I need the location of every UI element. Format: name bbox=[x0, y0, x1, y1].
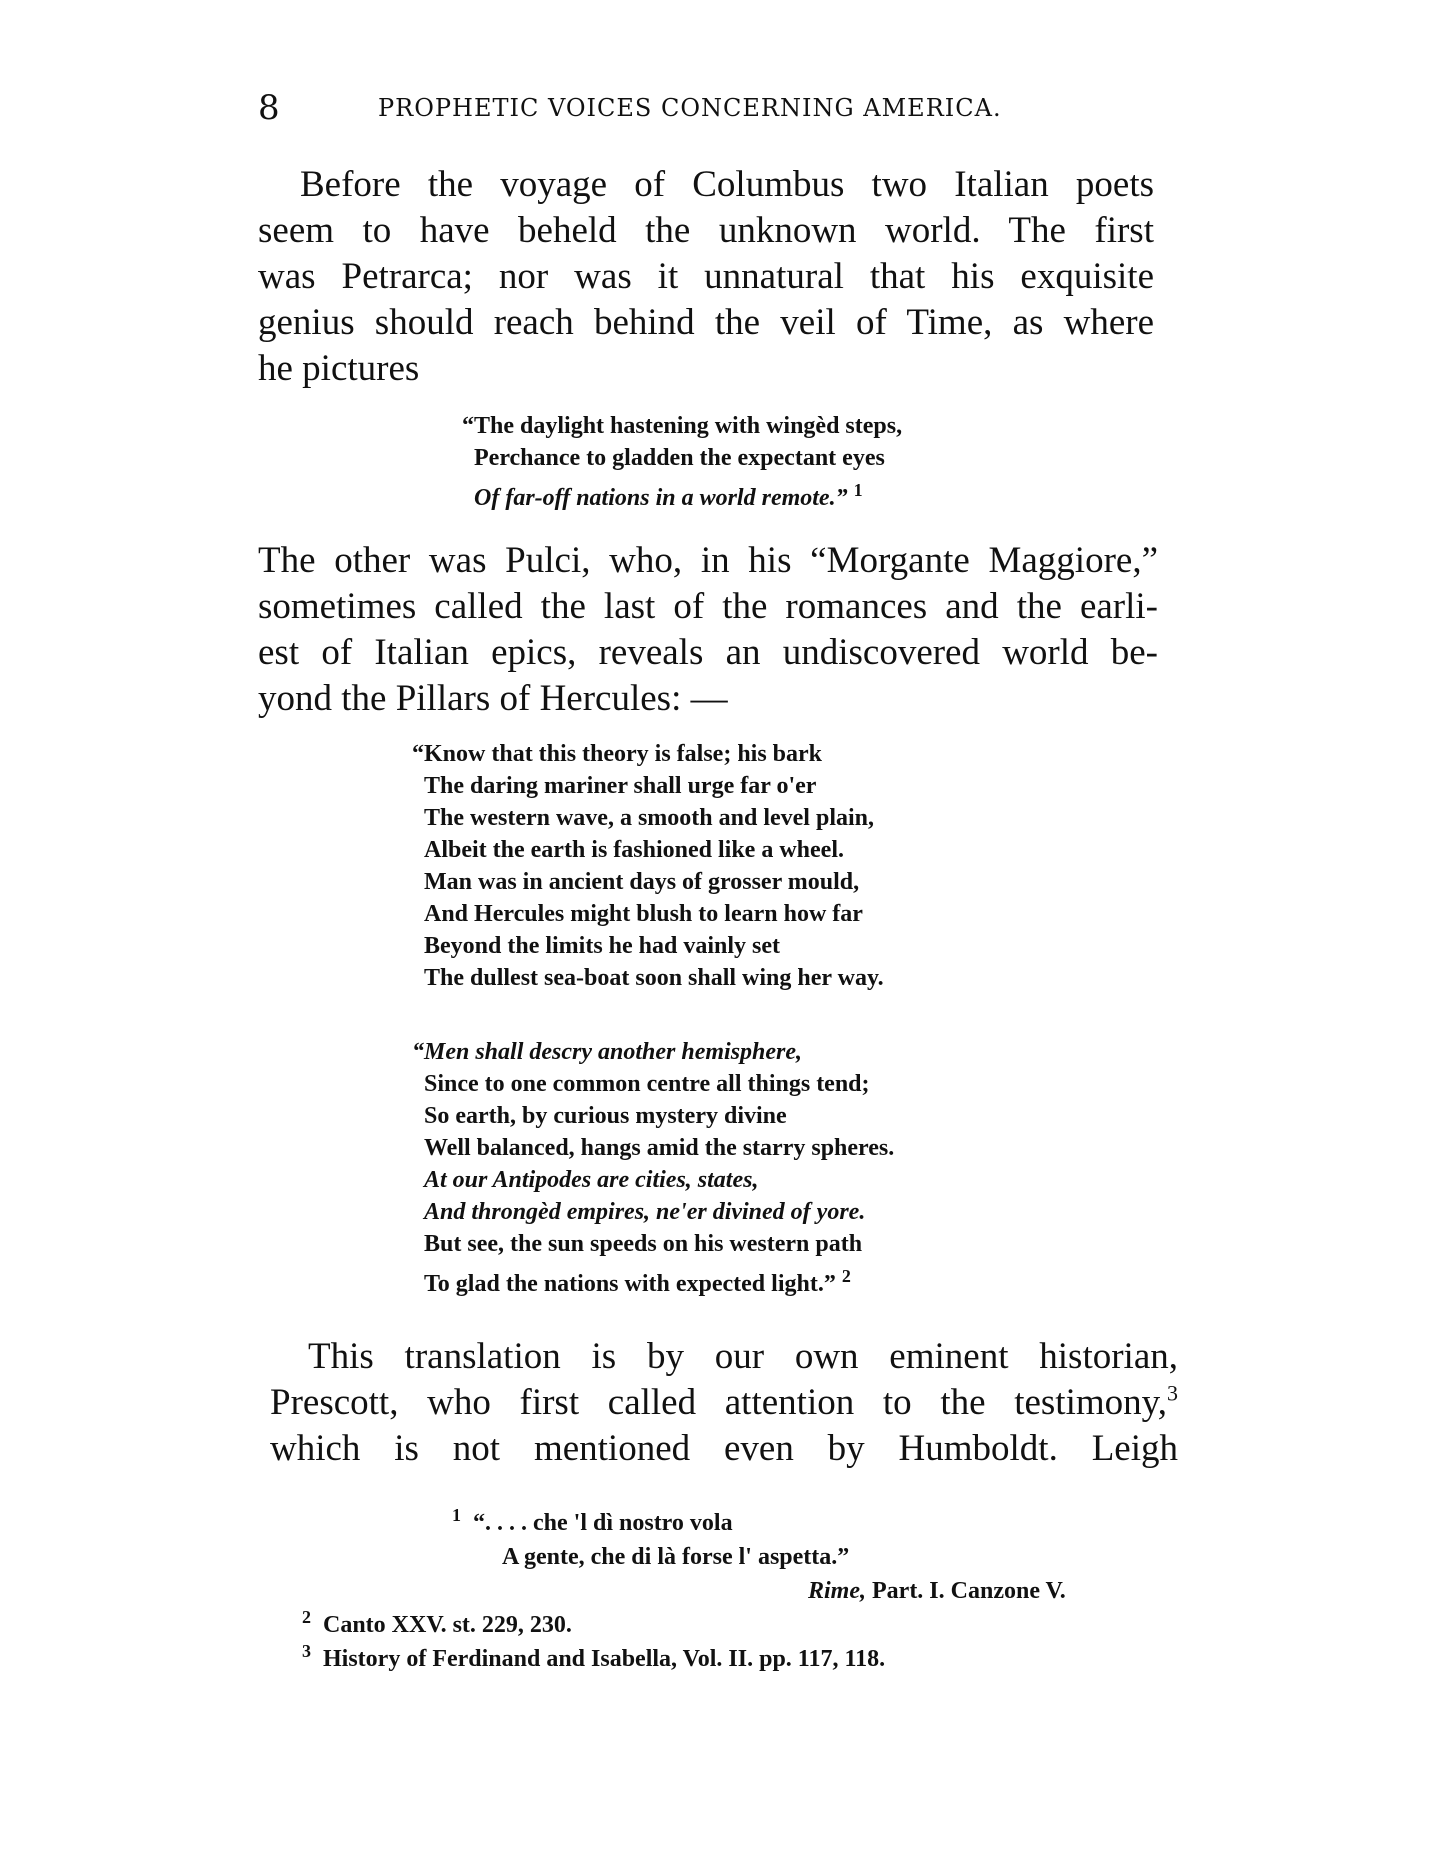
verse-line: So earth, by curious mystery divine bbox=[424, 1103, 787, 1129]
verse-line: At our Antipodes are cities, states, bbox=[424, 1167, 759, 1193]
verse-line: Beyond the limits he had vainly set bbox=[424, 933, 781, 959]
text-line: genius should reach behind the veil of Time, as where bbox=[258, 302, 1154, 343]
verse-line: To glad the nations with expected light.” bbox=[424, 1271, 836, 1297]
verse-line: The daring mariner shall urge far o'er bbox=[424, 773, 817, 799]
verse-line: Perchance to gladden the expectant eyes bbox=[474, 445, 885, 471]
paragraph-petrarca bbox=[258, 162, 1154, 392]
verse-line: But see, the sun speeds on his western path bbox=[424, 1231, 863, 1257]
footnote-text: History of Ferdinand and Isabella, Vol. II. pp. 117, 118. bbox=[323, 1646, 886, 1672]
text-line: est of Italian epics, reveals an undiscovered world be- bbox=[258, 632, 1158, 673]
pulci-quotation-stanza-1 bbox=[412, 738, 884, 994]
footnote-text: A gente, che di là forse l' aspetta.” bbox=[502, 1544, 850, 1570]
verse-line: Albeit the earth is fashioned like a wheel. bbox=[424, 837, 844, 863]
footnote-ref: 2 bbox=[841, 1266, 851, 1286]
footnote-mark: 3 bbox=[302, 1641, 311, 1661]
text-line: which is not mentioned even by Humboldt. Leigh bbox=[270, 1428, 1178, 1469]
text-line: This translation is by our own eminent historian, bbox=[308, 1336, 1178, 1377]
paragraph-pulci bbox=[258, 538, 1158, 722]
verse-line: And Hercules might blush to learn how far bbox=[424, 901, 863, 927]
text-line: yond the Pillars of Hercules: — bbox=[258, 678, 728, 719]
footnote-source-title: Rime, bbox=[808, 1578, 866, 1604]
footnote-ref: 3 bbox=[1167, 1380, 1178, 1406]
verse-line: Man was in ancient days of grosser mould, bbox=[424, 869, 860, 895]
footnote-source-ref: Part. I. Canzone V. bbox=[866, 1578, 1066, 1604]
text-line: he pictures bbox=[258, 348, 420, 389]
verse-line: The dullest sea-boat soon shall wing her way. bbox=[424, 965, 884, 991]
footnote-text: “. . . . che 'l dì nostro vola bbox=[473, 1510, 733, 1536]
verse-line: Well balanced, hangs amid the starry spheres. bbox=[424, 1135, 895, 1161]
verse-line: “The daylight hastening with wingèd steps, bbox=[462, 413, 903, 439]
page-number: 8 bbox=[258, 88, 280, 128]
verse-line: “Men shall descry another hemisphere, bbox=[412, 1039, 803, 1065]
text-line: sometimes called the last of the romances and the earli- bbox=[258, 586, 1158, 627]
text-line: seem to have beheld the unknown world. The first bbox=[258, 210, 1154, 251]
running-head: PROPHETIC VOICES CONCERNING AMERICA. bbox=[378, 94, 1002, 122]
verse-line: Of far-off nations in a world remote.” bbox=[474, 485, 848, 511]
text-line: Prescott, who first called attention to the testimony, bbox=[270, 1382, 1167, 1423]
verse-line: And throngèd empires, ne'er divined of yore. bbox=[424, 1199, 866, 1225]
footnote-mark: 2 bbox=[302, 1607, 311, 1627]
verse-line: The western wave, a smooth and level plain, bbox=[424, 805, 874, 831]
footnote-3 bbox=[302, 1634, 885, 1676]
footnote-1 bbox=[452, 1498, 1066, 1608]
verse-line: “Know that this theory is false; his bark bbox=[412, 741, 823, 767]
page-header bbox=[258, 88, 1048, 128]
pulci-quotation-stanza-2 bbox=[412, 1036, 894, 1300]
verse-line: Since to one common centre all things tend; bbox=[424, 1071, 870, 1097]
paragraph-prescott bbox=[270, 1334, 1178, 1472]
footnote-ref: 1 bbox=[853, 480, 863, 500]
text-line: Before the voyage of Columbus two Italian poets bbox=[300, 164, 1154, 205]
petrarca-quotation bbox=[462, 410, 902, 514]
text-line: was Petrarca; nor was it unnatural that his exquisite bbox=[258, 256, 1154, 297]
text-line: The other was Pulci, who, in his “Morgante Maggiore,” bbox=[258, 540, 1158, 581]
footnote-mark: 1 bbox=[452, 1505, 461, 1525]
footnote-text: Canto XXV. st. 229, 230. bbox=[323, 1612, 572, 1638]
